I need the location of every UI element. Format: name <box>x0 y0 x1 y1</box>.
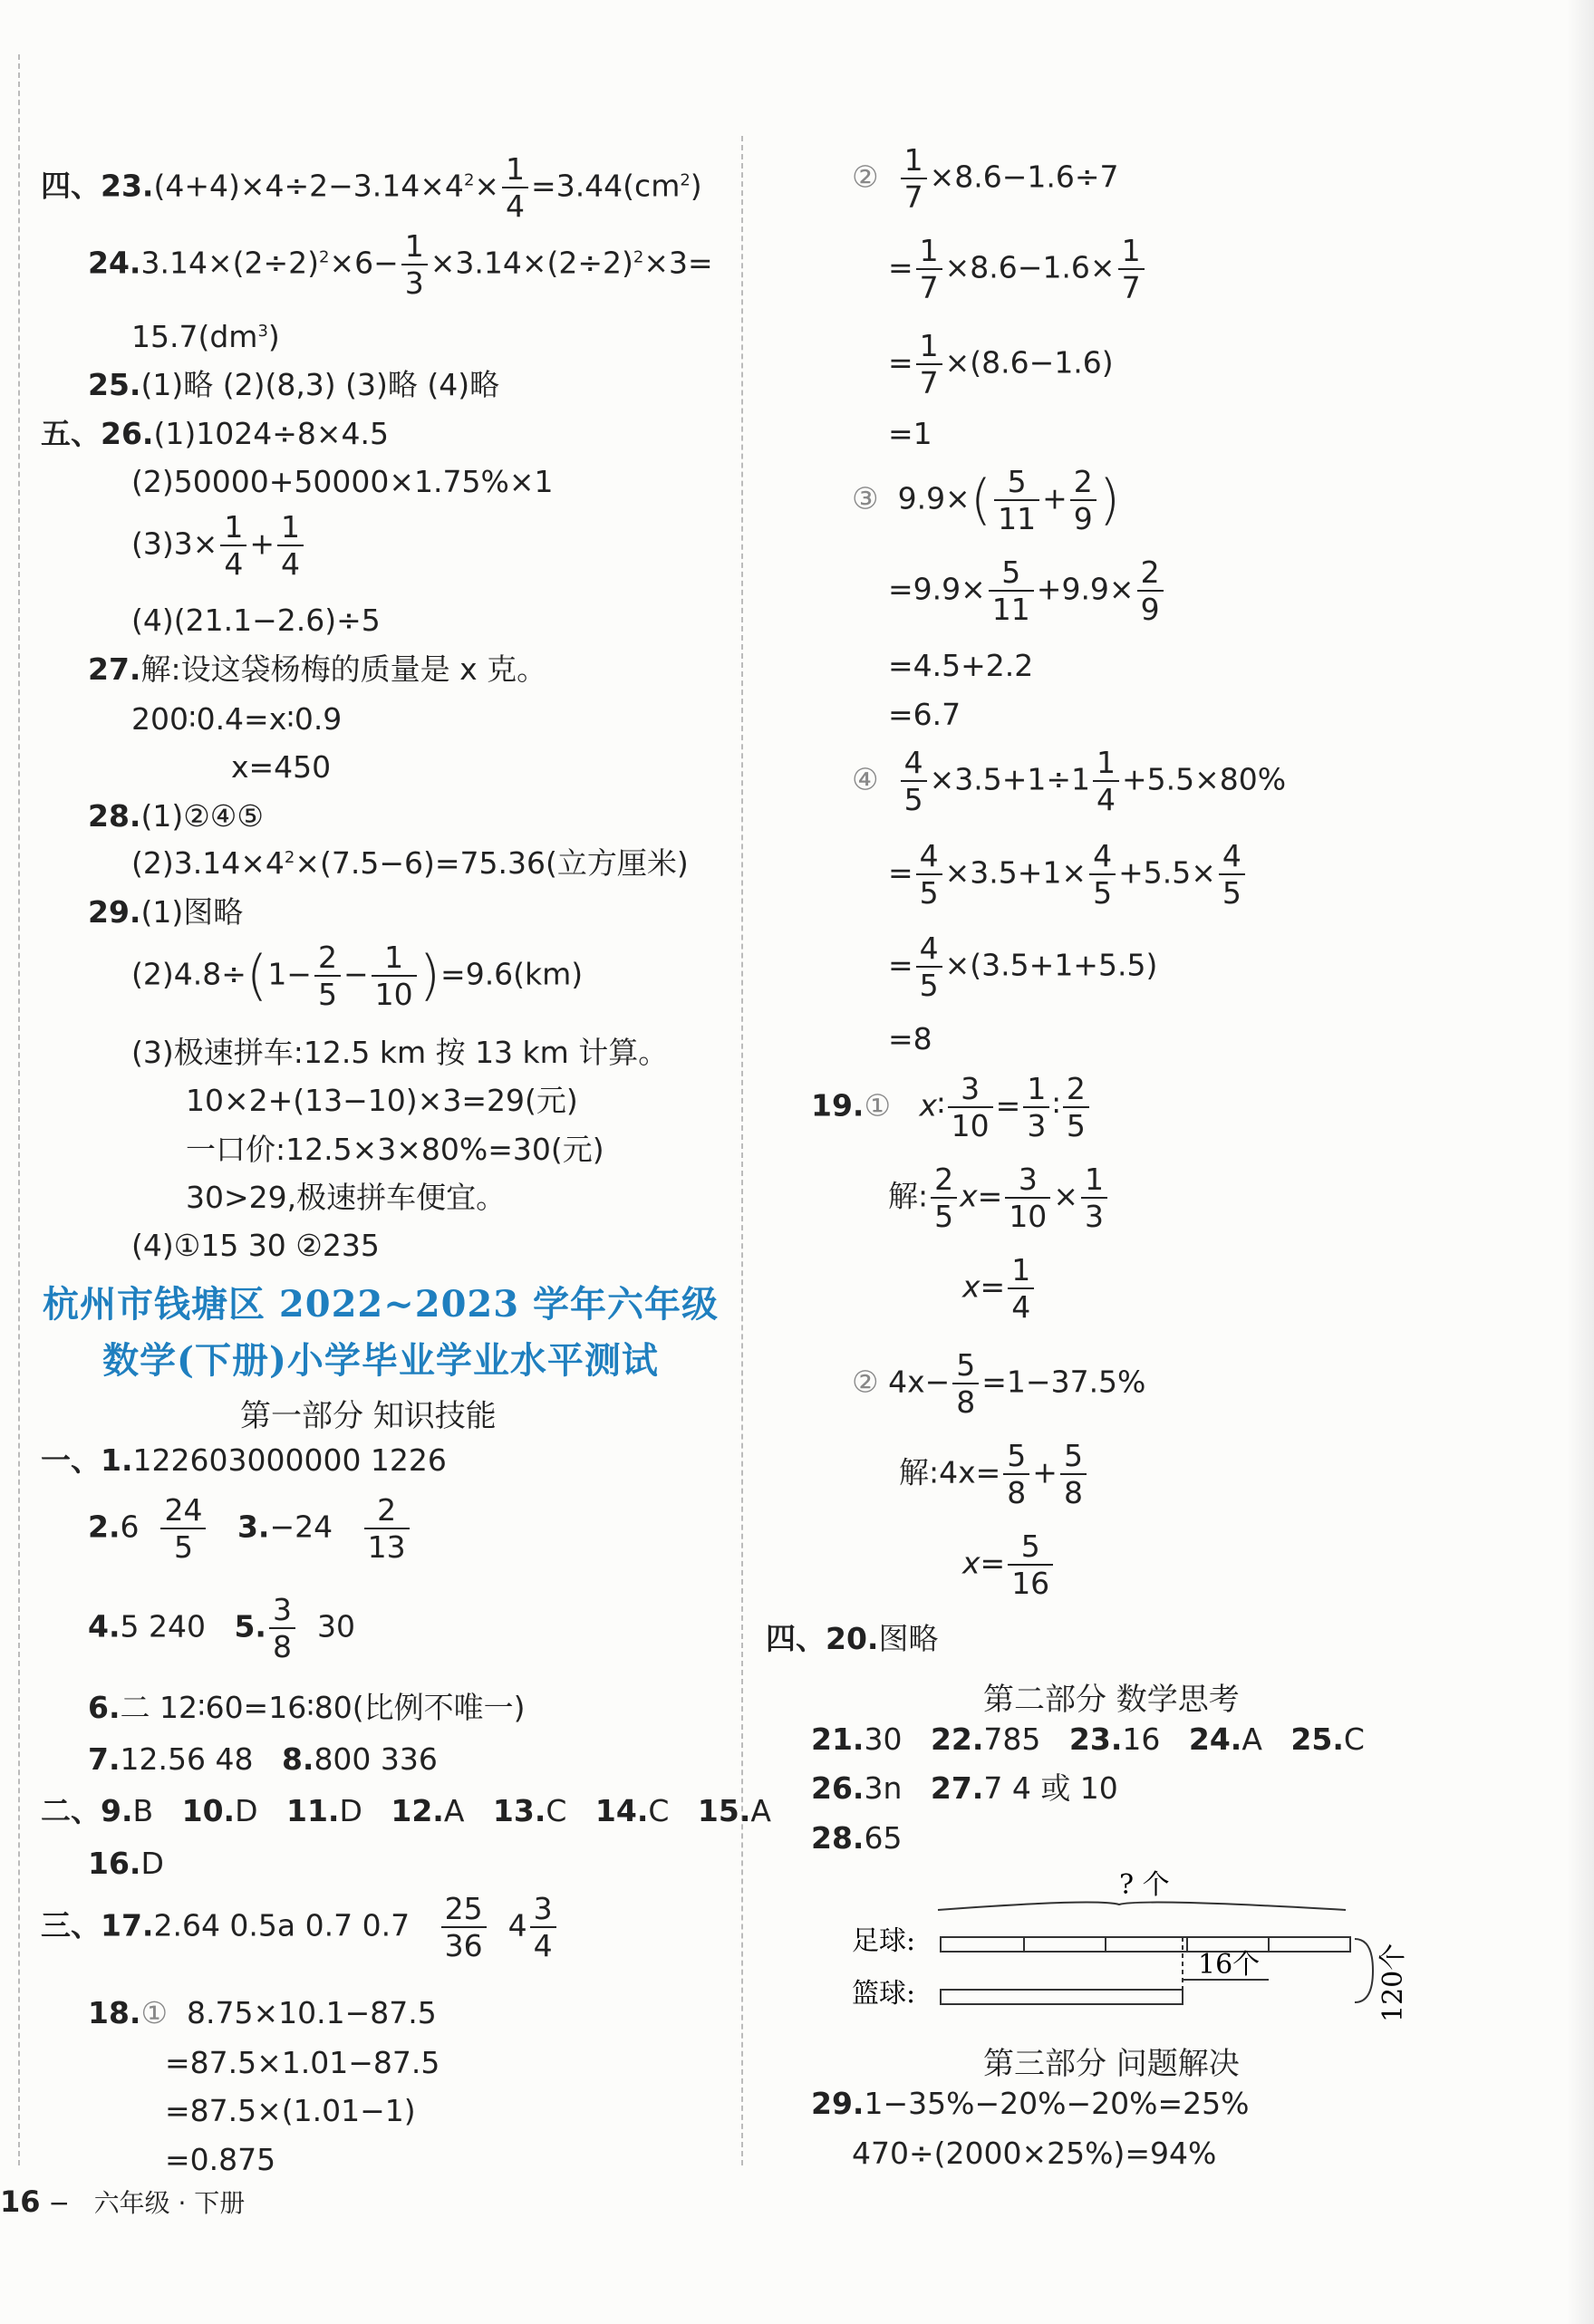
answer-s18-l3: =87.5×(1.01−1) <box>165 2093 416 2128</box>
answer-s17: 三、17.2.64 0.5a 0.7 0.7 $\frac{25}{36}$ 4 $\frac{3}{4}$ <box>41 1894 559 1961</box>
answer-18-3-l2: =9.9× $\frac{5}{11}$ +9.9× $\frac{2}{9}$ <box>888 557 1166 624</box>
total-label: 120个 <box>1377 1943 1409 2022</box>
answer-s18: 18.① 8.75×10.1−87.5 <box>88 1995 437 2030</box>
answer-20: 四、20.图略 <box>766 1621 939 1656</box>
answer-18-2: ② $\frac{1}{7}$ ×8.6−1.6÷7 <box>852 142 1119 215</box>
answer-29-4: (4)①15 30 ②235 <box>131 1228 380 1263</box>
answer-18-2-l2: = $\frac{1}{7}$ ×8.6−1.6× $\frac{1}{7}$ <box>888 236 1147 303</box>
answer-25: 25.(1)略 (2)(8,3) (3)略 (4)略 <box>88 367 500 402</box>
answer-26-2: (2)50000+50000×1.75%×1 <box>131 464 554 499</box>
line-segment-diagram <box>843 1866 1432 2030</box>
answer-18-3: ③ 9.9×( $\frac{5}{11}$ + $\frac{2}{9}$ ) <box>852 464 1121 536</box>
answer-19-1-l3: x= $\frac{1}{4}$ <box>962 1255 1037 1322</box>
answer-26-1: 五、26.(1)1024÷8×4.5 <box>41 416 389 451</box>
answer-26-4: (4)(21.1−2.6)÷5 <box>131 603 381 638</box>
page-footer: 16 − 六年级 · 下册 <box>0 2184 246 2219</box>
answer-24: $24.3.14\times(2\div 2)^2\times 6-$ $\frac{1}{3}$ $\times 3.14\times(2\div 2)^2\times 3=$ <box>88 228 713 301</box>
answer-s2-s3: 2.6 $\frac{24}{5}$ 3.−24 $\frac{2}{13}$ <box>88 1495 412 1562</box>
answer-24-cont: $15.7(dm^3)$ <box>131 319 280 354</box>
diagram-unknown-label: ? 个 <box>1119 1869 1170 1901</box>
answer-s4-s5: 4.5 240 5. $\frac{3}{8}$ 30 <box>88 1592 355 1664</box>
answer-26-27: 26.3n 27.7 4 或 10 <box>811 1770 1118 1806</box>
column-divider <box>741 136 747 2165</box>
left-margin-rule <box>18 54 24 2165</box>
answer-19-1: 19.① x∶ $\frac{3}{10}$ = $\frac{1}{3}$ ∶ $\frac{2}{5}$ <box>811 1074 1092 1141</box>
part3-heading: 第三部分 问题解决 <box>983 2046 1240 2082</box>
answer-29-2: (2)4.8÷(1− $\frac{2}{5}$ − $\frac{1}{10}$ )=9.6(km) <box>131 940 584 1012</box>
answer-18-4-l3: = $\frac{4}{5}$ ×(3.5+1+5.5) <box>888 931 1158 1003</box>
answer-18-3-l4: =6.7 <box>888 697 961 732</box>
answer-29-right: 29.1−35%−20%−20%=25% <box>811 2086 1250 2121</box>
football-bar <box>941 1937 1350 1952</box>
basketball-label: 篮球: <box>852 1978 916 2010</box>
football-label: 足球: <box>852 1925 916 1957</box>
total-brace <box>938 1903 1346 1910</box>
answer-29-right-l2: 470÷(2000×25%)=94% <box>852 2136 1217 2171</box>
test-title-line1: 杭州市钱塘区 2022~2023 学年六年级 <box>42 1283 720 1326</box>
answer-29-1: 29.(1)图略 <box>88 894 244 930</box>
page-number: 16 <box>0 2184 41 2219</box>
answer-28-1: 28.(1)②④⑤ <box>88 798 264 834</box>
answer-29-3: (3)极速拼车:12.5 km 按 13 km 计算。 <box>131 1035 669 1070</box>
answer-28-2: $(2)3.14\times 4^2\times(7.5-6)=75.36$(立方厘米) <box>131 845 689 881</box>
total-right-brace <box>1355 1939 1373 2002</box>
answer-19-2: ② 4x− $\frac{5}{8}$ =1−37.5% <box>852 1347 1146 1420</box>
answer-29-3a: 10×2+(13−10)×3=29(元) <box>186 1083 578 1118</box>
answer-26-3: (3)3× $\frac{1}{4}$ + $\frac{1}{4}$ <box>131 512 306 579</box>
answer-23: 四、$23.(4+4)\times 4\div 2-3.14\times 4^2\times$ $\frac{1}{4}$ $=3.44(cm^2)$ <box>41 151 702 224</box>
grade-label: 六年级 · 下册 <box>93 2188 246 2218</box>
answer-s9-s15: 二、9.B 10.D 11.D 12.A 13.C 14.C 15.A <box>41 1793 771 1828</box>
answer-19-2-l2: 解:4x= $\frac{5}{8}$ + $\frac{5}{8}$ <box>899 1441 1089 1508</box>
answer-s1: 一、1.122603000000 1226 <box>41 1442 447 1478</box>
answer-18-4-l4: =8 <box>888 1021 932 1056</box>
answer-s18-l4: =0.875 <box>165 2142 276 2177</box>
answer-29-3c: 30>29,极速拼车便宜。 <box>186 1180 507 1215</box>
page-edge-shadow <box>1567 0 1594 2324</box>
answer-21-25: 21.30 22.785 23.16 24.A 25.C <box>811 1721 1365 1757</box>
answer-19-1-l2: 解: $\frac{2}{5}$ x= $\frac{3}{10}$ × $\frac{1}{3}$ <box>888 1164 1110 1231</box>
answer-27-ratio: 200∶0.4=x∶0.9 <box>131 701 343 737</box>
answer-29-3b: 一口价:12.5×3×80%=30(元) <box>186 1132 604 1167</box>
answer-s7-s8: 7.12.56 48 8.800 336 <box>88 1741 438 1777</box>
answer-27-result: x=450 <box>231 749 332 785</box>
part1-heading: 第一部分 知识技能 <box>240 1398 497 1434</box>
answer-19-2-l3: x= $\frac{5}{16}$ <box>962 1531 1056 1598</box>
difference-label: 16个 <box>1198 1949 1261 1981</box>
answer-28-right: 28.65 <box>811 1820 903 1856</box>
test-title-line2: 数学(下册)小学毕业学业水平测试 <box>102 1339 659 1382</box>
answer-27: 27.解:设这袋杨梅的质量是 x 克。 <box>88 651 547 687</box>
answer-18-4-l2: = $\frac{4}{5}$ ×3.5+1× $\frac{4}{5}$ +5.5× $\frac{4}{5}$ <box>888 841 1248 908</box>
answer-18-2-l4: =1 <box>888 416 932 451</box>
part2-heading: 第二部分 数学思考 <box>983 1682 1240 1718</box>
answer-18-3-l3: =4.5+2.2 <box>888 648 1034 683</box>
answer-s18-l2: =87.5×1.01−87.5 <box>165 2045 440 2080</box>
answer-s16: 16.D <box>88 1846 164 1881</box>
answer-18-2-l3: = $\frac{1}{7}$ ×(8.6−1.6) <box>888 328 1114 400</box>
answer-s6: 6.二 12∶60=16∶80(比例不唯一) <box>88 1690 526 1725</box>
basketball-bar <box>941 1990 1183 2004</box>
answer-18-4: ④ $\frac{4}{5}$ ×3.5+1÷1 $\frac{1}{4}$ +5.5×80% <box>852 745 1287 817</box>
